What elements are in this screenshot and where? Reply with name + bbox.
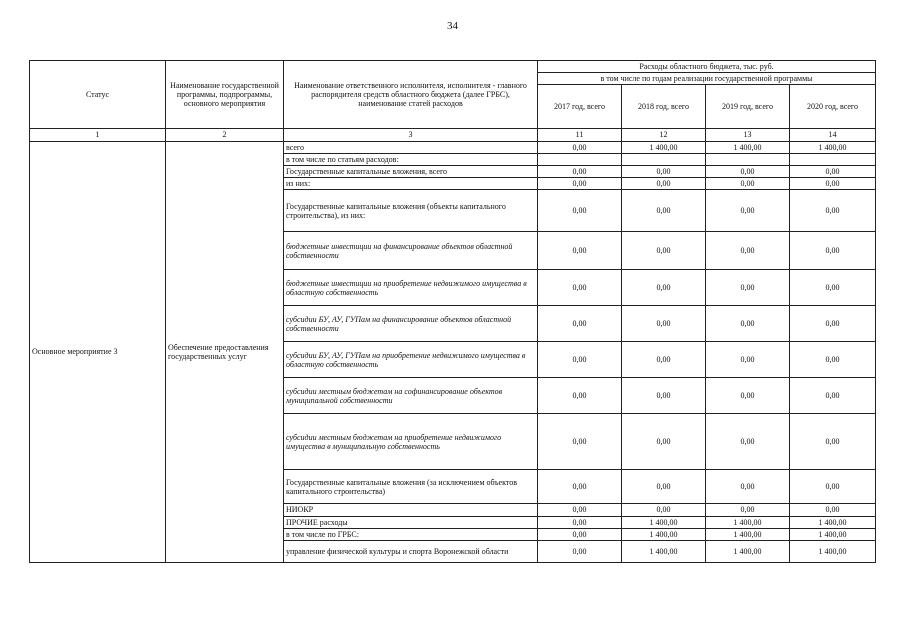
value-cell: 0,00 [538,141,622,153]
table-row [30,141,876,153]
row-label: НИОКР [284,504,538,516]
column-number: 3 [284,129,538,141]
header-program-name: Наименование государственной программы, подпрограммы, основного мероприятия [166,61,284,129]
value-cell: 0,00 [622,342,706,378]
column-number: 1 [30,129,166,141]
row-label: бюджетные инвестиции на приобретение недвижимого имущества в областную собственность [284,270,538,306]
value-cell [790,153,876,165]
value-cell: 1 400,00 [622,528,706,540]
value-cell: 0,00 [538,178,622,190]
value-cell: 0,00 [538,378,622,414]
value-cell: 0,00 [622,270,706,306]
row-label: из них: [284,178,538,190]
row-label: субсидии местным бюджетам на приобретение недвижимого имущества в муниципальную собственность [284,414,538,470]
column-number-row [30,129,876,141]
value-cell: 0,00 [790,470,876,504]
value-cell: 0,00 [622,414,706,470]
header-expenses: Расходы областного бюджета, тыс. руб. [538,61,876,73]
header-executor: Наименование ответственного исполнителя, исполнителя - главного распорядителя средств областного бюджета (далее ГРБС), наименование статей расходов [284,61,538,129]
value-cell: 0,00 [790,306,876,342]
value-cell: 0,00 [706,306,790,342]
value-cell: 0,00 [538,190,622,232]
value-cell: 0,00 [706,270,790,306]
value-cell: 0,00 [538,165,622,177]
value-cell: 0,00 [790,178,876,190]
row-label: в том числе по ГРБС: [284,528,538,540]
value-cell: 0,00 [622,190,706,232]
row-label: всего [284,141,538,153]
value-cell: 0,00 [706,504,790,516]
header-year: 2019 год, всего [706,85,790,129]
value-cell: 0,00 [538,414,622,470]
row-label: Государственные капитальные вложения (за исключением объектов капитального строительства) [284,470,538,504]
header-by-years: в том числе по годам реализации государственной программы [538,73,876,85]
row-label: субсидии БУ, АУ, ГУПам на приобретение недвижимого имущества в областную собственность [284,342,538,378]
value-cell [538,153,622,165]
value-cell: 0,00 [790,165,876,177]
header-year: 2018 год, всего [622,85,706,129]
value-cell: 0,00 [706,378,790,414]
value-cell: 1 400,00 [706,528,790,540]
value-cell: 1 400,00 [790,540,876,562]
value-cell [622,153,706,165]
value-cell: 0,00 [538,528,622,540]
value-cell: 0,00 [790,190,876,232]
value-cell: 1 400,00 [790,141,876,153]
value-cell: 0,00 [538,270,622,306]
value-cell: 0,00 [538,540,622,562]
value-cell: 0,00 [538,516,622,528]
value-cell: 0,00 [790,342,876,378]
value-cell: 0,00 [622,504,706,516]
row-label: Государственные капитальные вложения, всего [284,165,538,177]
row-label: субсидии БУ, АУ, ГУПам на финансирование объектов областной собственности [284,306,538,342]
value-cell: 0,00 [622,306,706,342]
column-number: 14 [790,129,876,141]
value-cell: 1 400,00 [790,516,876,528]
value-cell: 0,00 [622,378,706,414]
value-cell: 0,00 [622,165,706,177]
value-cell: 0,00 [706,470,790,504]
row-label: Государственные капитальные вложения (объекты капитального строительства), из них: [284,190,538,232]
value-cell: 1 400,00 [622,540,706,562]
header-status: Статус [30,61,166,129]
value-cell: 0,00 [706,165,790,177]
value-cell: 0,00 [706,342,790,378]
status-cell: Основное мероприятие 3 [30,141,166,562]
column-number: 13 [706,129,790,141]
value-cell: 1 400,00 [706,141,790,153]
column-number: 12 [622,129,706,141]
value-cell: 1 400,00 [790,528,876,540]
value-cell: 0,00 [538,342,622,378]
row-label: ПРОЧИЕ расходы [284,516,538,528]
value-cell [706,153,790,165]
column-number: 11 [538,129,622,141]
value-cell: 1 400,00 [706,540,790,562]
value-cell: 0,00 [622,178,706,190]
value-cell: 0,00 [706,414,790,470]
value-cell: 0,00 [706,232,790,270]
value-cell: 0,00 [538,306,622,342]
value-cell: 0,00 [706,190,790,232]
row-label: субсидии местным бюджетам на софинансирование объектов муниципальной собственности [284,378,538,414]
value-cell: 0,00 [790,414,876,470]
value-cell: 1 400,00 [706,516,790,528]
page-number: 34 [447,20,458,32]
header-year: 2020 год, всего [790,85,876,129]
row-label: бюджетные инвестиции на финансирование объектов областной собственности [284,232,538,270]
header-year: 2017 год, всего [538,85,622,129]
program-name-cell: Обеспечение предоставления государственных услуг [166,141,284,562]
value-cell: 1 400,00 [622,516,706,528]
value-cell: 0,00 [790,378,876,414]
value-cell: 0,00 [538,504,622,516]
value-cell: 0,00 [790,232,876,270]
value-cell: 0,00 [622,232,706,270]
value-cell: 0,00 [622,470,706,504]
budget-table [29,60,876,563]
value-cell: 0,00 [790,270,876,306]
column-number: 2 [166,129,284,141]
value-cell: 1 400,00 [622,141,706,153]
value-cell: 0,00 [706,178,790,190]
value-cell: 0,00 [790,504,876,516]
value-cell: 0,00 [538,470,622,504]
row-label: управление физической культуры и спорта Воронежской области [284,540,538,562]
value-cell: 0,00 [538,232,622,270]
row-label: в том числе по статьям расходов: [284,153,538,165]
